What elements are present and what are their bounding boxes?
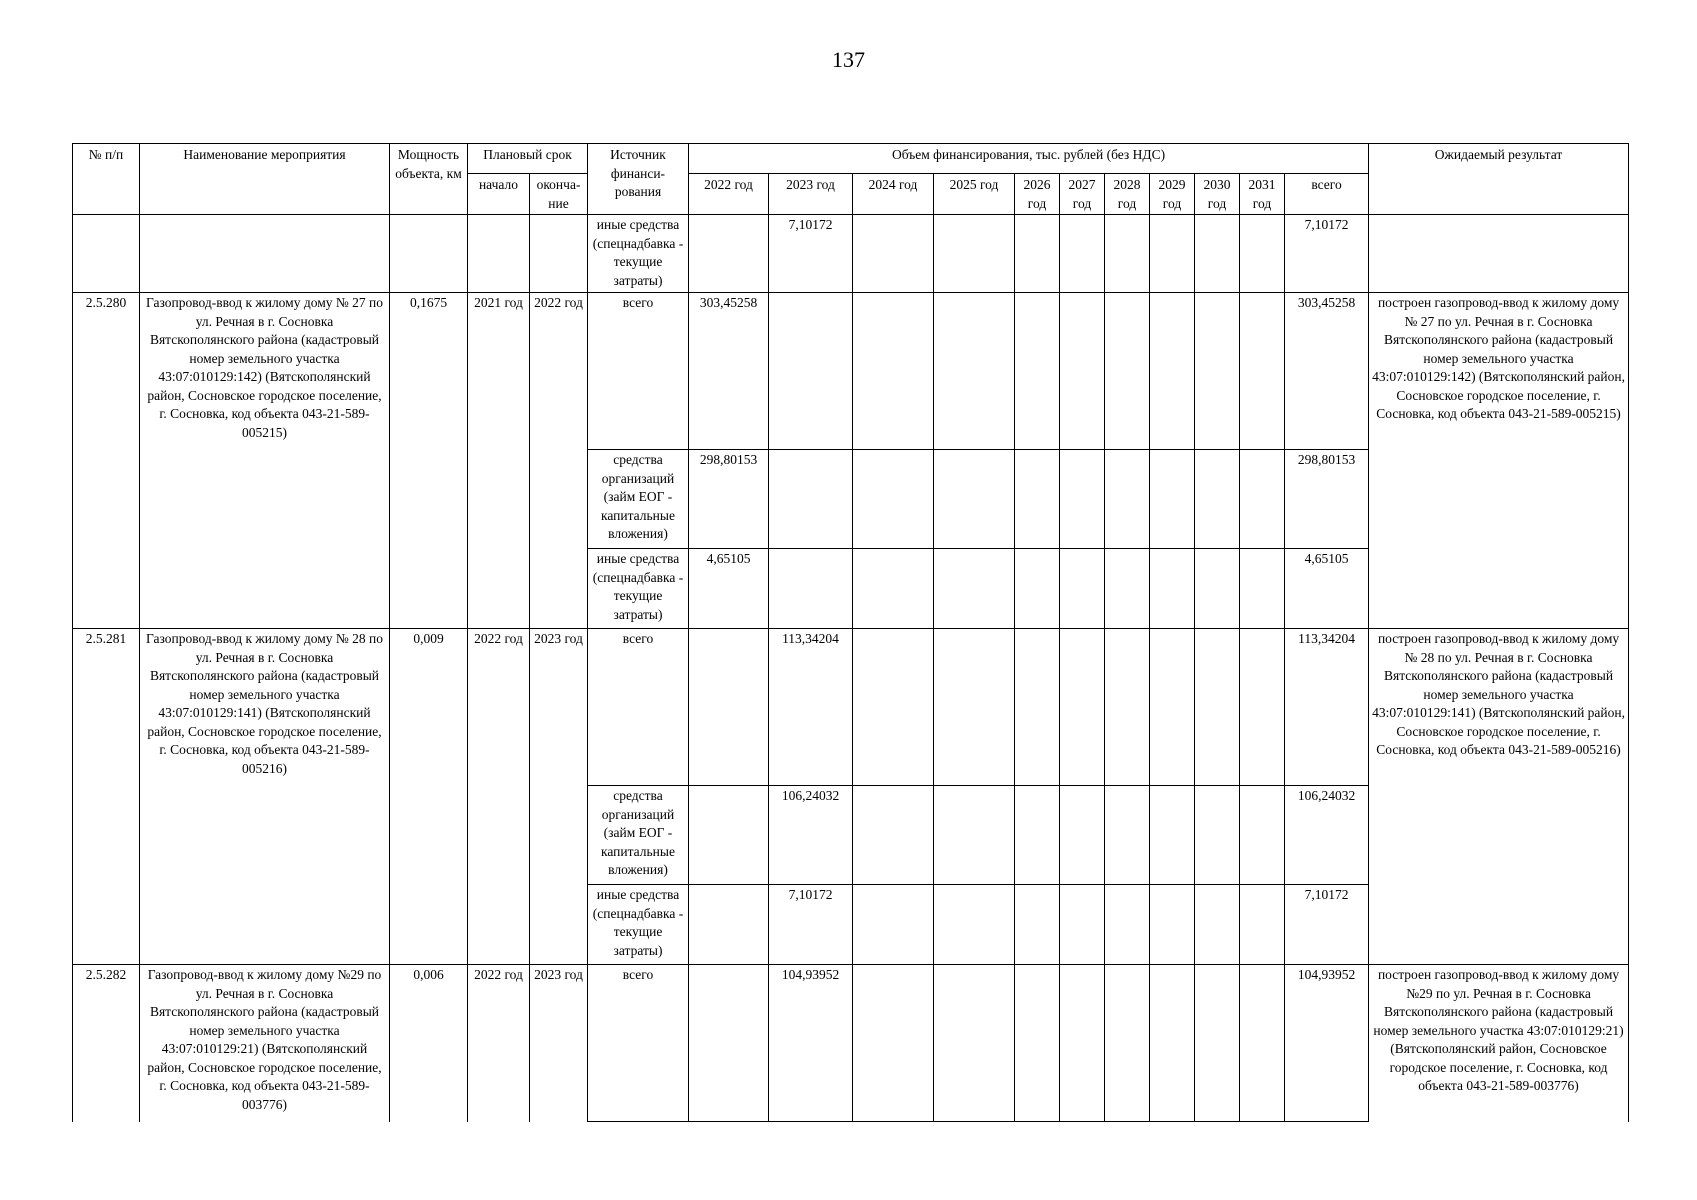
- table-row: [73, 965, 1629, 1122]
- header-total: всего: [1285, 174, 1369, 215]
- value-2022: [689, 965, 769, 1122]
- source-cell: средства организаций (займ ЕОГ - капитальные вложения): [588, 450, 689, 549]
- source-cell: иные средства (спецнадбавка - текущие затраты): [588, 215, 689, 293]
- value-2022: 4,65105: [689, 549, 769, 629]
- value-total: 104,93952: [1285, 965, 1369, 1122]
- row-capacity: 0,009: [390, 629, 468, 965]
- value-2022: [689, 629, 769, 786]
- header-source: Источник финанси-рования: [588, 144, 689, 215]
- row-result: построен газопровод-ввод к жилому дому № 27 по ул. Речная в г. Сосновка Вятскополянского района (кадастровый номер земельного участка 43:07:010129:142) (Вятскополянский район, Сосновское городское поселение, г. Сосновка, код объекта 043-21-589-005215): [1369, 293, 1629, 629]
- source-cell: иные средства (спецнадбавка - текущие затраты): [588, 549, 689, 629]
- value-2023: 113,34204: [769, 629, 853, 786]
- row-number: 2.5.280: [73, 293, 140, 629]
- header-year: 2030 год: [1195, 174, 1240, 215]
- header-term: Плановый срок: [468, 144, 588, 174]
- row-end: 2022 год: [530, 293, 588, 629]
- value-total: 7,10172: [1285, 885, 1369, 965]
- header-year: 2023 год: [769, 174, 853, 215]
- row-end: 2023 год: [530, 965, 588, 1122]
- value-2022: [689, 215, 769, 293]
- header-funding: Объем финансирования, тыс. рублей (без НДС): [689, 144, 1369, 174]
- value-total: 106,24032: [1285, 786, 1369, 885]
- value-2023: [769, 450, 853, 549]
- header-term-end: оконча-ние: [530, 174, 588, 215]
- page-number: 137: [832, 47, 865, 72]
- value-2023: [769, 293, 853, 450]
- value-2022: [689, 786, 769, 885]
- value-2023: 7,10172: [769, 885, 853, 965]
- header-year: 2025 год: [934, 174, 1015, 215]
- value-2023: 106,24032: [769, 786, 853, 885]
- row-start: 2022 год: [468, 629, 530, 965]
- table-row: [73, 215, 1629, 293]
- header-row-1: [73, 144, 1629, 174]
- row-name: Газопровод-ввод к жилому дому № 28 по ул. Речная в г. Сосновка Вятскополянского района (кадастровый номер земельного участка 43:07:010129:141) (Вятскополянский район, Сосновское городское поселение, г. Сосновка, код объекта 043-21-589-005216): [140, 629, 390, 965]
- value-2022: 298,80153: [689, 450, 769, 549]
- header-year: 2024 год: [853, 174, 934, 215]
- header-num: № п/п: [73, 144, 140, 215]
- row-end: 2023 год: [530, 629, 588, 965]
- value-2022: [689, 885, 769, 965]
- source-cell: иные средства (спецнадбавка - текущие затраты): [588, 885, 689, 965]
- header-result: Ожидаемый результат: [1369, 144, 1629, 215]
- value-2023: 7,10172: [769, 215, 853, 293]
- row-result: построен газопровод-ввод к жилому дому №29 по ул. Речная в г. Сосновка Вятскополянского района (кадастровый номер земельного участка 43:07:010129:21) (Вятскополянский район, Сосновское городское поселение, г. Сосновка, код объекта 043-21-589-003776): [1369, 965, 1629, 1122]
- header-year: 2029 год: [1150, 174, 1195, 215]
- source-cell: средства организаций (займ ЕОГ - капитальные вложения): [588, 786, 689, 885]
- value-total: 298,80153: [1285, 450, 1369, 549]
- header-year: 2026 год: [1015, 174, 1060, 215]
- source-cell: всего: [588, 629, 689, 786]
- header-year: 2031 год: [1240, 174, 1285, 215]
- table-row: [73, 293, 1629, 450]
- source-cell: всего: [588, 293, 689, 450]
- row-capacity: 0,006: [390, 965, 468, 1122]
- value-total: 113,34204: [1285, 629, 1369, 786]
- header-capacity: Мощность объекта, км: [390, 144, 468, 215]
- row-name: Газопровод-ввод к жилому дому № 27 по ул. Речная в г. Сосновка Вятскополянского района (кадастровый номер земельного участка 43:07:010129:142) (Вятскополянский район, Сосновское городское поселение, г. Сосновка, код объекта 043-21-589-005215): [140, 293, 390, 629]
- header-year: 2028 год: [1105, 174, 1150, 215]
- row-number: 2.5.282: [73, 965, 140, 1122]
- value-2023: [769, 549, 853, 629]
- row-start: 2021 год: [468, 293, 530, 629]
- table-row: [73, 629, 1629, 786]
- value-2022: 303,45258: [689, 293, 769, 450]
- value-2023: 104,93952: [769, 965, 853, 1122]
- row-number: 2.5.281: [73, 629, 140, 965]
- row-name: Газопровод-ввод к жилому дому №29 по ул. Речная в г. Сосновка Вятскополянского района (кадастровый номер земельного участка 43:07:010129:21) (Вятскополянский район, Сосновское городское поселение, г. Сосновка, код объекта 043-21-589-003776): [140, 965, 390, 1122]
- header-year: 2027 год: [1060, 174, 1105, 215]
- source-cell: всего: [588, 965, 689, 1122]
- funding-table: [72, 143, 1629, 1122]
- value-total: 7,10172: [1285, 215, 1369, 293]
- row-result: построен газопровод-ввод к жилому дому № 28 по ул. Речная в г. Сосновка Вятскополянского района (кадастровый номер земельного участка 43:07:010129:141) (Вятскополянский район, Сосновское городское поселение, г. Сосновка, код объекта 043-21-589-005216): [1369, 629, 1629, 965]
- value-total: 4,65105: [1285, 549, 1369, 629]
- header-term-start: начало: [468, 174, 530, 215]
- row-start: 2022 год: [468, 965, 530, 1122]
- value-total: 303,45258: [1285, 293, 1369, 450]
- header-name: Наименование мероприятия: [140, 144, 390, 215]
- row-capacity: 0,1675: [390, 293, 468, 629]
- header-year: 2022 год: [689, 174, 769, 215]
